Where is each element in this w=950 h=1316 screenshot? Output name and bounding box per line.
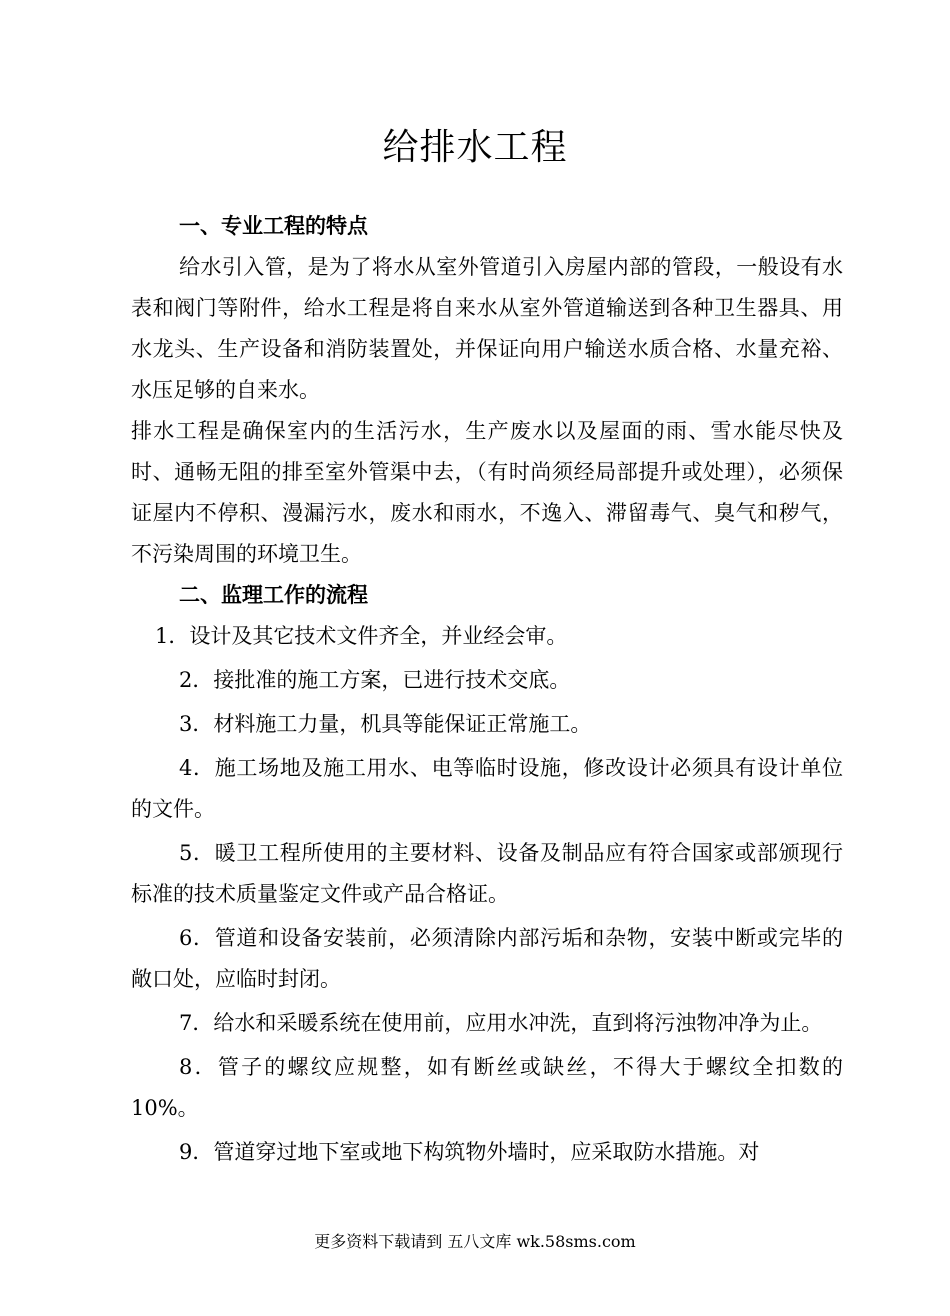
- list-item: 9．管道穿过地下室或地下构筑物外墙时，应采取防水措施。对: [179, 1140, 760, 1164]
- list-item: 2．接批准的施工方案，已进行技术交底。: [179, 668, 571, 692]
- list-item: 8．管子的螺纹应规整，如有断丝或缺丝，不得大于螺纹全扣数的 10%。: [131, 1055, 843, 1120]
- list-item: 7．给水和采暖系统在使用前，应用水冲洗，直到将污浊物冲净为止。: [179, 1011, 823, 1035]
- list-item: 6．管道和设备安装前，必须清除内部污垢和杂物，安装中断或完毕的敞口处，应临时封闭。: [131, 926, 843, 991]
- page-footer: 更多资料下载请到 五八文库 wk.58sms.com: [314, 1232, 636, 1251]
- list-item: 4．施工场地及施工用水、电等临时设施，修改设计必须具有设计单位的文件。: [131, 756, 843, 821]
- paragraph-drainage: 排水工程是确保室内的生活污水，生产废水以及屋面的雨、雪水能尽快及时、通畅无阻的排至室外管渠中去，（有时尚须经局部提升或处理），必须保证屋内不停积、漫漏污水，废水和雨水，不逸入、滞留毒气、臭气和秽气，不污染周围的环境卫生。: [131, 419, 843, 566]
- section-heading-workflow: 二、监理工作的流程: [179, 583, 368, 607]
- page-title: 给排水工程: [382, 127, 568, 168]
- list-item: 5．暖卫工程所使用的主要材料、设备及制品应有符合国家或部颁现行标准的技术质量鉴定文件或产品合格证。: [131, 841, 843, 906]
- document-body: [131, 206, 843, 1173]
- paragraph-water-supply: 给水引入管，是为了将水从室外管道引入房屋内部的管段，一般设有水表和阀门等附件，给水工程是将自来水从室外管道输送到各种卫生器具、用水龙头、生产设备和消防装置处，并保证向用户输送水质合格、水量充裕、水压足够的自来水。: [131, 255, 843, 402]
- section-heading-features: 一、专业工程的特点: [179, 214, 368, 238]
- list-item: 3．材料施工力量，机具等能保证正常施工。: [179, 712, 592, 736]
- list-item: 1．设计及其它技术文件齐全，并业经会审。: [155, 624, 568, 648]
